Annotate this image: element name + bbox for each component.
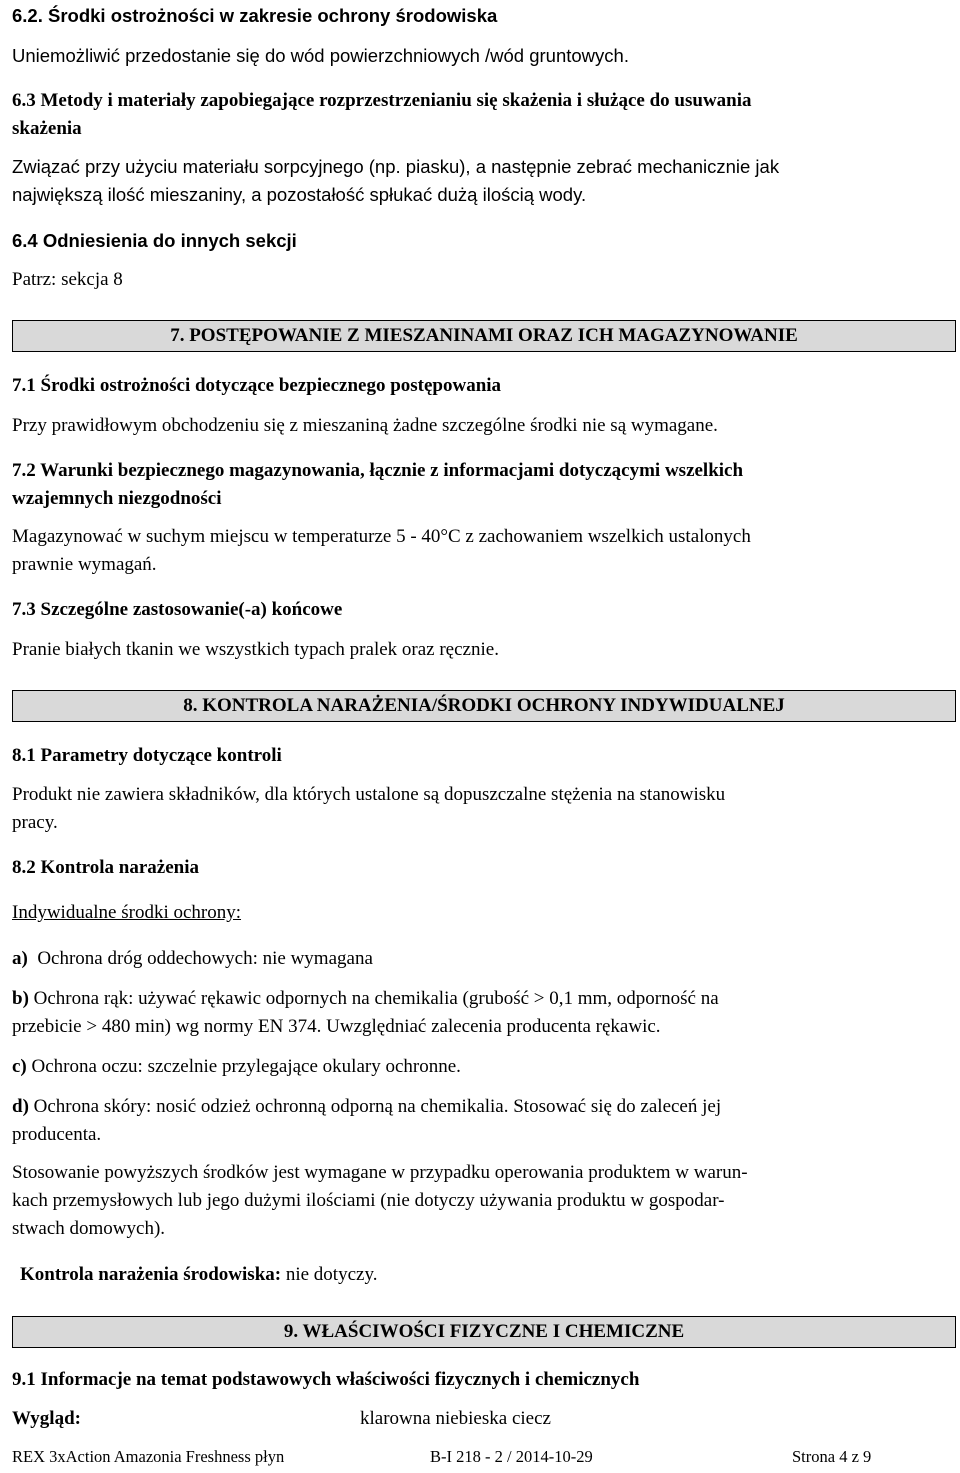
- section-8-1-text-line1: Produkt nie zawiera składników, dla których ustalone są dopuszczalne stężenia na stanowisku: [12, 784, 726, 805]
- footer-page-number: Strona 4 z 9: [792, 1447, 872, 1466]
- ppe-item-a-text: Ochrona dróg oddechowych: nie wymagana: [37, 948, 373, 969]
- ppe-title: Indywidualne środki ochrony:: [12, 902, 242, 923]
- ppe-item-b-text-line1: Ochrona rąk: używać rękawic odpornych na chemikalia (grubość > 0,1 mm, odporność na: [33, 988, 719, 1009]
- section-8-band: 8. KONTROLA NARAŻENIA/ŚRODKI OCHRONY INDYWIDUALNEJ: [12, 690, 956, 722]
- section-8-1-heading: 8.1 Parametry dotyczące kontroli: [12, 745, 282, 766]
- section-7-2-text-line2: prawnie wymagań.: [12, 554, 157, 575]
- section-6-2-heading: 6.2. Środki ostrożności w zakresie ochrony środowiska: [12, 5, 498, 26]
- section-8-1-text-line2: pracy.: [12, 812, 58, 833]
- ppe-item-c-label: c): [12, 1056, 27, 1077]
- section-7-1-text: Przy prawidłowym obchodzeniu się z mieszaniną żadne szczególne środki nie są wymagane.: [12, 415, 718, 436]
- ppe-note-line2: kach przemysłowych lub jego dużymi ilościami (nie dotyczy używania produktu w gospodar-: [12, 1190, 725, 1211]
- footer-doc-ref: B-I 218 - 2 / 2014-10-29: [430, 1447, 593, 1466]
- ppe-item-a: [12, 945, 373, 973]
- section-7-2-text-line1: Magazynować w suchym miejscu w temperaturze 5 - 40°C z zachowaniem wszelkich ustalonych: [12, 526, 751, 547]
- env-exposure: [20, 1261, 377, 1289]
- footer-product: REX 3xAction Amazonia Freshness płyn: [12, 1447, 285, 1466]
- section-7-3-text: Pranie białych tkanin we wszystkich typach pralek oraz ręcznie.: [12, 639, 499, 660]
- ppe-note-line1: Stosowanie powyższych środków jest wymagane w przypadku operowania produktem w warun-: [12, 1162, 748, 1183]
- section-6-2-text: Uniemożliwić przedostanie się do wód powierzchniowych /wód gruntowych.: [12, 45, 629, 66]
- section-7-1-heading: 7.1 Środki ostrożności dotyczące bezpiecznego postępowania: [12, 375, 502, 396]
- section-6-3-text-line1: Związać przy użyciu materiału sorpcyjnego (np. piasku), a następnie zebrać mechanicznie jak: [12, 156, 780, 177]
- section-8-2-heading: 8.2 Kontrola narażenia: [12, 857, 200, 878]
- ppe-item-b-line1: [12, 985, 719, 1013]
- appearance-label: Wygląd:: [12, 1408, 81, 1429]
- ppe-item-d-label: d): [12, 1096, 29, 1117]
- env-exposure-value: nie dotyczy.: [285, 1264, 378, 1285]
- section-7-band: 7. POSTĘPOWANIE Z MIESZANINAMI ORAZ ICH MAGAZYNOWANIE: [12, 320, 956, 352]
- ppe-item-b-label: b): [12, 988, 29, 1009]
- section-7-2-heading-line2: wzajemnych niezgodności: [12, 488, 222, 509]
- ppe-item-b-text-line2: przebicie > 480 min) wg normy EN 374. Uwzględniać zalecenia producenta rękawic.: [12, 1016, 661, 1037]
- section-7-3-heading: 7.3 Szczególne zastosowanie(-a) końcowe: [12, 599, 343, 620]
- section-9-band: 9. WŁAŚCIWOŚCI FIZYCZNE I CHEMICZNE: [12, 1316, 956, 1348]
- section-7-2-heading-line1: 7.2 Warunki bezpiecznego magazynowania, łącznie z informacjami dotyczącymi wszelkich: [12, 460, 744, 481]
- ppe-item-c: [12, 1053, 461, 1081]
- appearance-value: klarowna niebieska ciecz: [360, 1408, 551, 1429]
- section-9-1-heading: 9.1 Informacje na temat podstawowych właściwości fizycznych i chemicznych: [12, 1369, 640, 1390]
- ppe-item-a-label: a): [12, 948, 28, 969]
- ppe-item-d-line1: [12, 1093, 721, 1121]
- section-6-4-heading: 6.4 Odniesienia do innych sekcji: [12, 230, 297, 251]
- env-exposure-label: Kontrola narażenia środowiska:: [20, 1264, 282, 1285]
- ppe-item-d-text-line2: producenta.: [12, 1124, 102, 1145]
- section-6-3-text-line2: największą ilość mieszaniny, a pozostałość spłukać dużą ilością wody.: [12, 184, 587, 205]
- ppe-note-line3: stwach domowych).: [12, 1218, 166, 1239]
- ppe-item-c-text: Ochrona oczu: szczelnie przylegające okulary ochronne.: [31, 1056, 461, 1077]
- section-6-3-heading-line1: 6.3 Metody i materiały zapobiegające rozprzestrzenianiu się skażenia i służące do usuwania: [12, 90, 752, 111]
- section-6-3-heading-line2: skażenia: [12, 118, 82, 139]
- ppe-item-d-text-line1: Ochrona skóry: nosić odzież ochronną odporną na chemikalia. Stosować się do zaleceń jej: [33, 1096, 722, 1117]
- section-6-4-text: Patrz: sekcja 8: [12, 269, 123, 290]
